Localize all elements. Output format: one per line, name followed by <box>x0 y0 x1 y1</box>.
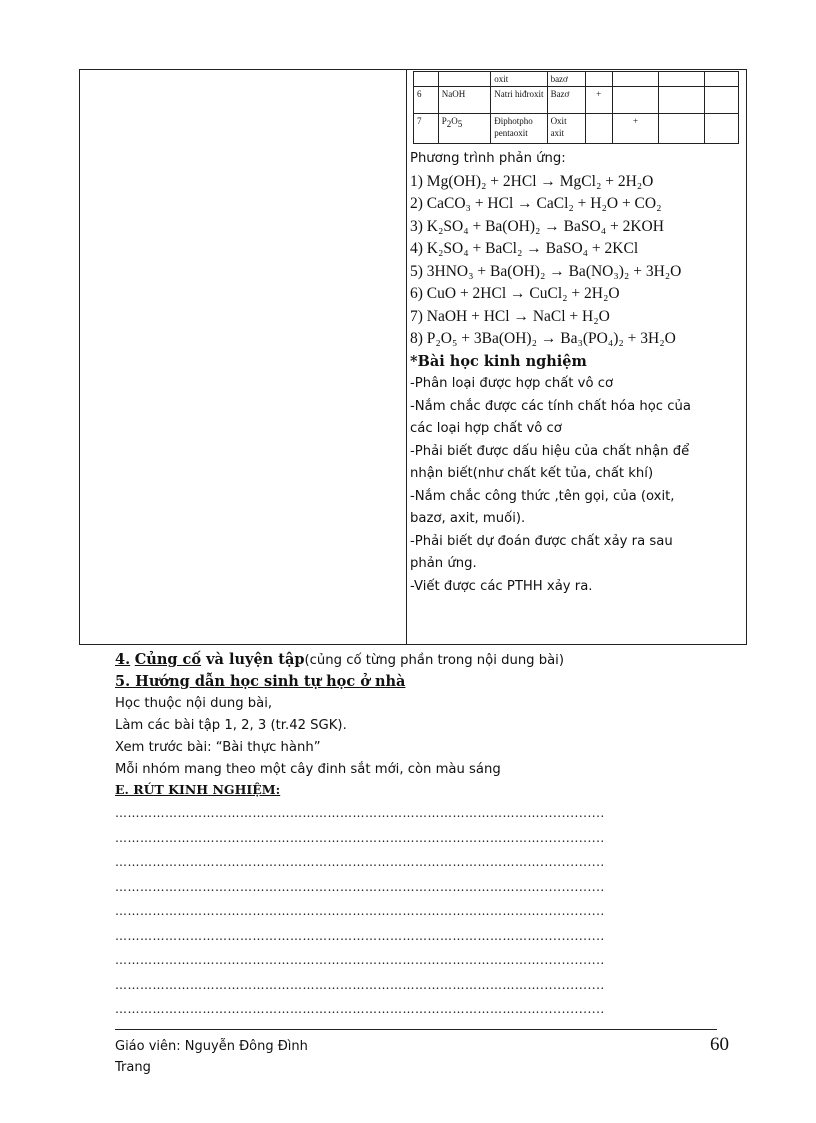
section-4-title: Củng cố <box>134 651 202 668</box>
table-row <box>414 114 739 144</box>
dotted-line: …………………………………………………………………………………………............... <box>115 904 605 918</box>
compound-name: Natri hiđroxit <box>491 87 547 114</box>
lesson-line: -Phân loại được hợp chất vô cơ <box>410 376 614 391</box>
mark-cell <box>612 87 658 114</box>
mark-cell <box>704 87 738 114</box>
dotted-line: …………………………………………………………………………………………............... <box>115 928 605 943</box>
mark-cell <box>659 87 704 114</box>
compound-name: oxit <box>491 72 547 87</box>
homework-line: Học thuộc nội dung bài, <box>115 696 273 711</box>
reaction-column <box>410 148 740 598</box>
compound-classification-table <box>413 71 739 144</box>
equation-line: 6) CuO + 2HCl → CuCl₂ + 2H₂O <box>410 285 620 302</box>
footer-rule <box>115 1029 717 1030</box>
dotted-line: …………………………………………………………………………………………............... <box>115 879 605 894</box>
section-4-heading <box>115 649 740 671</box>
mark-cell: + <box>585 87 612 114</box>
row-number <box>414 72 439 87</box>
mark-cell <box>704 114 738 144</box>
table-row <box>414 87 739 114</box>
section-e-heading: E. RÚT KINH NGHIỆM: <box>115 782 281 797</box>
mark-cell <box>659 114 704 144</box>
equation-line: 7) NaOH + HCl → NaCl + H₂O <box>410 307 610 325</box>
compound-type: bazơ <box>547 72 585 87</box>
equation-line: 8) P₂O₅ + 3Ba(OH)₂ → Ba₃(PO₄)₂ + 3H₂O <box>410 330 676 347</box>
section-4-connector: và luyện tập <box>201 651 305 668</box>
lesson-line: -Viết được các PTHH xảy ra. <box>410 578 593 594</box>
mark-cell <box>704 72 738 87</box>
dotted-line: …………………………………………………………………………………………............... <box>115 830 605 845</box>
dotted-line: …………………………………………………………………………………………............... <box>115 953 605 967</box>
mark-cell <box>585 72 612 87</box>
dotted-line: …………………………………………………………………………………………............... <box>115 1002 605 1016</box>
footer-teacher: Giáo viên: Nguyễn Đông Đình Trang <box>115 1039 308 1075</box>
column-divider <box>406 70 407 644</box>
compound-type: Bazơ <box>547 87 585 114</box>
lesson-line: các loại hợp chất vô cơ <box>410 421 562 436</box>
equation-line: 5) 3HNO₃ + Ba(OH)₂ → Ba(NO₃)₂ + 3H₂O <box>410 262 682 280</box>
homework-line: Làm các bài tập 1, 2, 3 (tr.42 SGK). <box>115 718 347 733</box>
lesson-line: -Phải biết dự đoán được chất xảy ra sau <box>410 533 673 549</box>
compound-type: Oxit axit <box>547 114 585 144</box>
equation-line: 3) K₂SO₄ + Ba(OH)₂ → BaSO₄ + 2KOH <box>410 217 664 235</box>
after-table-section <box>115 649 740 1022</box>
row-number: 6 <box>414 87 439 114</box>
dotted-line: …………………………………………………………………………………………............... <box>115 977 605 992</box>
lesson-line: bazơ, axit, muối). <box>410 511 526 526</box>
table-row <box>414 72 739 87</box>
compound-formula: $P_2O_5$ <box>438 114 491 144</box>
mark-cell <box>585 114 612 144</box>
section-5-heading: 5. Hướng dẫn học sinh tự học ở nhà <box>115 673 406 690</box>
section-4-note: (củng cố từng phần trong nội dung bài) <box>304 653 564 668</box>
reaction-heading: Phương trình phản ứng: <box>410 151 566 166</box>
dotted-line: …………………………………………………………………………………………............... <box>115 806 605 820</box>
lesson-line: phản ứng. <box>410 556 477 571</box>
mark-cell: + <box>612 114 658 144</box>
lesson-line: nhận biết(như chất kết tủa, chất khí) <box>410 466 654 481</box>
section-4-number: 4. <box>115 651 131 668</box>
compound-formula: NaOH <box>438 87 491 114</box>
page-number: 60 <box>710 1034 729 1055</box>
lesson-line: -Nắm chắc công thức ,tên gọi, của (oxit, <box>410 488 675 504</box>
homework-line: Xem trước bài: “Bài thực hành” <box>115 740 321 755</box>
compound-formula <box>438 72 491 87</box>
lesson-line: -Nắm chắc được các tính chất hóa học của <box>410 398 691 414</box>
lesson-line: -Phải biết được dấu hiệu của chất nhận để <box>410 443 690 459</box>
lesson-heading: *Bài học kinh nghiệm <box>410 352 587 370</box>
mark-cell <box>612 72 658 87</box>
equation-line: 4) K₂SO₄ + BaCl₂ → BaSO₄ + 2KCl <box>410 240 639 257</box>
equation-line: 2) CaCO₃ + HCl → CaCl₂ + H₂O + CO₂ <box>410 195 662 212</box>
equation-line: 1) Mg(OH)₂ + 2HCl → MgCl₂ + 2H₂O <box>410 172 654 190</box>
dotted-line: …………………………………………………………………………………………............... <box>115 855 605 869</box>
row-number: 7 <box>414 114 439 144</box>
homework-line: Mỗi nhóm mang theo một cây đinh sắt mới, còn màu sáng <box>115 762 501 777</box>
mark-cell <box>659 72 704 87</box>
compound-name: Điphotpho pentaoxit <box>491 114 547 144</box>
